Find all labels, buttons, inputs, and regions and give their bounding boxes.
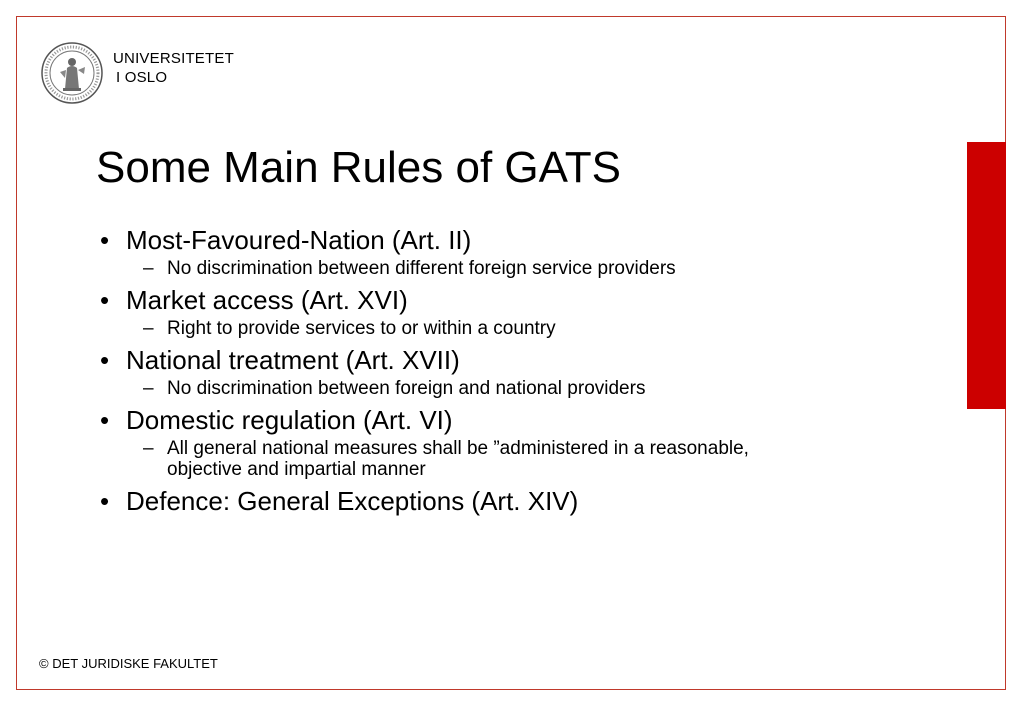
bullet-text: Defence: General Exceptions (Art. XIV) — [126, 486, 579, 516]
bullet-text: Market access (Art. XVI) — [126, 285, 408, 315]
bullet-list — [100, 219, 940, 518]
sub-bullet-list — [126, 438, 940, 480]
bullet-item — [100, 223, 940, 279]
sub-bullet-list — [126, 378, 940, 399]
sub-bullet-list — [126, 318, 940, 339]
university-seal-icon — [41, 42, 103, 104]
sub-bullet-item: – No discrimination between foreign and national providers — [126, 378, 767, 399]
bullet-item — [100, 283, 940, 339]
university-name-line1: UNIVERSITETET — [113, 50, 234, 67]
sub-bullet-item: – No discrimination between different foreign service providers — [126, 258, 767, 279]
university-name-line2: I OSLO — [116, 69, 168, 86]
sub-bullet-item: – Right to provide services to or within a country — [126, 318, 767, 339]
bullet-text: National treatment (Art. XVII) — [126, 345, 460, 375]
slide-title: Some Main Rules of GATS — [96, 143, 621, 192]
sub-bullet-item: – All general national measures shall be ”administered in a reasonable, objective and impartial manner — [126, 438, 767, 480]
accent-bar — [967, 142, 1006, 409]
bullet-item — [100, 343, 940, 399]
bullet-text: Most-Favoured-Nation (Art. II) — [126, 225, 472, 255]
bullet-text: Domestic regulation (Art. VI) — [126, 405, 453, 435]
bullet-item — [100, 484, 940, 518]
university-name — [113, 49, 234, 87]
sub-bullet-list — [126, 258, 940, 279]
footer-copyright: © DET JURIDISKE FAKULTET — [39, 656, 218, 671]
bullet-item — [100, 403, 940, 480]
